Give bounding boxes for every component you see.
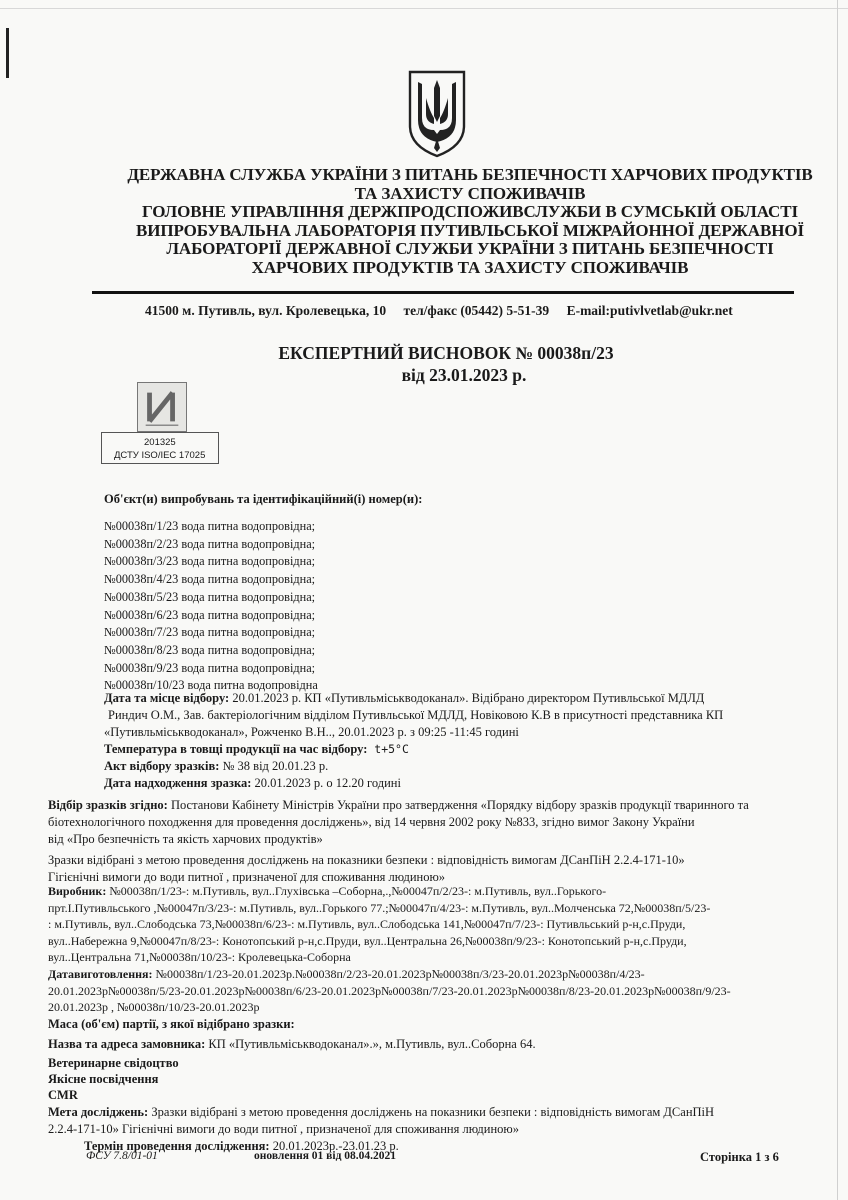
sampled-purpose bbox=[48, 852, 808, 886]
research-goal bbox=[48, 1104, 808, 1138]
basis-text: Постанови Кабінету Міністрів України про затвердження «Порядку відбору зразків продукції тваринного та bbox=[167, 798, 749, 812]
title-number: ЕКСПЕРТНИЙ ВИСНОВОК № 00038п/23 bbox=[278, 343, 614, 363]
scan-margin-mark bbox=[6, 28, 9, 78]
manufacturer-section bbox=[48, 883, 804, 966]
list-item: №00038п/8/23 вода питна водопровідна; bbox=[104, 642, 316, 657]
sampling-basis bbox=[48, 797, 808, 848]
vet-cert-label: Ветеринарне свідоцтво bbox=[48, 1056, 179, 1070]
manufacturer-text-2: прт.І.Путивльського ,№00047п/3/23-: м.Путивль, вул..Горького 77.;№00047п/4/23-: м.Путивль, вул..Молченська 72,№00038п/5/23- bbox=[48, 900, 711, 915]
manufacturer-text-5: вул..Центральна 71,№00038п/10/23-: Кролевецька-Соборна bbox=[48, 950, 351, 964]
organization-header bbox=[70, 166, 848, 277]
list-item: №00038п/6/23 вода питна водопровідна; bbox=[104, 607, 316, 622]
list-item: №00038п/1/23 вода питна водопровідна; bbox=[104, 519, 316, 533]
org-line: ГОЛОВНЕ УПРАВЛІННЯ ДЕРЖПРОДСПОЖИВСЛУЖБИ В СУМСЬКІЙ ОБЛАСТІ bbox=[141, 202, 798, 221]
customer-value: КП «Путивльміськводоканал».», м.Путивль, вул..Соборна 64. bbox=[205, 1037, 536, 1051]
sampling-date-text-2: Риндич О.М., Зав. бактеріологічним відділом Путивльської МДЛД, Новіковою К.В в присутності представника КП bbox=[108, 708, 724, 722]
org-line: ЛАБОРАТОРІЇ ДЕРЖАВНОЇ СЛУЖБИ УКРАЇНИ З ПИТАНЬ БЕЗПЕЧНОСТІ bbox=[166, 239, 774, 258]
research-goal-text: Зразки відібрані з метою проведення досліджень на показники безпеки : відповідність вимогам ДСанПіН bbox=[148, 1105, 715, 1119]
research-goal-text-2: 2.2.4-171-10» Гігієнічні вимоги до води питної , призначеної для споживання людиною» bbox=[48, 1122, 519, 1136]
org-line: ДЕРЖАВНА СЛУЖБА УКРАЇНИ З ПИТАНЬ БЕЗПЕЧНОСТІ ХАРЧОВИХ ПРОДУКТІВ bbox=[127, 165, 813, 184]
accreditation-standard: ДСТУ ISO/IEC 17025 bbox=[114, 450, 206, 461]
objects-label: Об'єкт(и) випробувань та ідентифікаційний(і) номер(и): bbox=[104, 492, 423, 506]
sampling-date-label: Дата та місце відбору: bbox=[104, 691, 230, 705]
phone-fax: тел/факс (05442) 5-51-39 bbox=[403, 303, 550, 318]
term-label: Термін проведення дослідження: bbox=[84, 1139, 270, 1153]
document-title bbox=[0, 342, 848, 386]
title-date: від 23.01.2023 р. bbox=[401, 365, 527, 385]
org-line: ХАРЧОВИХ ПРОДУКТІВ ТА ЗАХИСТУ СПОЖИВАЧІВ bbox=[251, 257, 689, 277]
postal-address: 41500 м. Путивль, вул. Кролевецька, 10 bbox=[145, 303, 387, 318]
cmr bbox=[48, 1087, 78, 1104]
manufacturer-text-4: вул..Набережна 9,№00047п/8/23-: Конотопський р-н,с.Пруди, вул..Центральна 26,№00038п/9/23-: Конотопський р-н,с.Пруди, bbox=[48, 933, 687, 948]
manufacturer-label: Виробник: bbox=[48, 884, 107, 898]
org-line: ВИПРОБУВАЛЬНА ЛАБОРАТОРІЯ ПУТИВЛЬСЬКОЇ МІЖРАЙОННОЇ ДЕРЖАВНОЇ bbox=[136, 220, 804, 240]
basis-text-2: біотехнологічного походження для проведення досліджень», від 14 червня 2002 року №833, згідно вимог Закону України bbox=[48, 815, 695, 829]
production-date-label: Датавиготовлення: bbox=[48, 967, 153, 981]
arrival-label: Дата надходження зразка: bbox=[104, 776, 252, 790]
production-date-section bbox=[48, 966, 804, 1016]
list-item: №00038п/10/23 вода питна водопровідна bbox=[104, 678, 318, 693]
objects-list bbox=[104, 518, 318, 695]
production-date-text-3: 20.01.2023р , №00038п/10/23-20.01.2023р bbox=[48, 1000, 260, 1014]
list-item: №00038п/2/23 вода питна водопровідна; bbox=[104, 536, 316, 551]
act-label: Акт відбору зразків: bbox=[104, 759, 220, 773]
term-value: 20.01.2023р.-23.01.23 р. bbox=[269, 1139, 399, 1153]
accreditation-box bbox=[101, 432, 219, 464]
customer-line bbox=[48, 1036, 536, 1053]
manufacturer-text: №00038п/1/23-: м.Путивль, вул..Глухівська –Соборна,.,№00047п/2/23-: м.Путивль, вул..Горького- bbox=[109, 884, 607, 898]
act-value: № 38 від 20.01.23 р. bbox=[219, 759, 329, 773]
sampling-date-text: 20.01.2023 р. КП «Путивльміськводоканал». Відібрано директором Путивльської МДЛД bbox=[229, 691, 705, 705]
scan-edge-top bbox=[0, 8, 848, 9]
mass-label-text: Маса (об'єм) партії, з якої відібрано зразки: bbox=[48, 1017, 295, 1031]
temperature-value: t+5°С bbox=[367, 742, 409, 756]
temperature-label: Температура в товщі продукції на час відбору: bbox=[104, 742, 368, 756]
sampled-purpose-text-2: Гігієнічні вимоги до води питної , призначеної для споживання людиною» bbox=[48, 870, 446, 884]
customer-label: Назва та адреса замовника: bbox=[48, 1037, 206, 1051]
quality-cert bbox=[48, 1071, 158, 1088]
accreditation-logo-icon bbox=[137, 382, 187, 432]
accreditation-number: 201325 bbox=[144, 437, 176, 448]
mass-label bbox=[48, 1016, 295, 1033]
sampled-purpose-text: Зразки відібрані з метою проведення досліджень на показники безпеки : відповідність вимогам ДСанПіН 2.2.4-171-10» bbox=[48, 853, 685, 867]
basis-label: Відбір зразків згідно: bbox=[48, 798, 168, 812]
header-divider bbox=[92, 291, 794, 294]
footer-revision: оновлення 01 від 08.04.2021 bbox=[254, 1150, 397, 1162]
basis-text-3: від «Про безпечність та якість харчових продуктів» bbox=[48, 832, 323, 846]
sampling-date-text-3: «Путивльміськводоканал», Рожченко В.Н.., 20.01.2023 р. з 09:25 -11:45 годині bbox=[104, 725, 519, 739]
quality-cert-label: Якісне посвідчення bbox=[48, 1072, 159, 1086]
arrival-value: 20.01.2023 р. о 12.20 годині bbox=[251, 776, 401, 790]
list-item: №00038п/9/23 вода питна водопровідна; bbox=[104, 660, 316, 675]
coat-of-arms-icon bbox=[406, 68, 468, 158]
manufacturer-text-3: : м.Путивль, вул..Слободська 73,№00038п/6/23-: м.Путивль, вул..Слободська 141,№00047п/7/23-: Путивльський р-н,с.Пруди, bbox=[48, 917, 686, 931]
production-date-text: №00038п/1/23-20.01.2023р.№00038п/2/23-20.01.2023р№00038п/3/23-20.01.2023р№00038п/4/23- bbox=[152, 967, 645, 981]
vet-cert bbox=[48, 1055, 179, 1072]
contact-line bbox=[145, 303, 747, 319]
email-address: E-mail:putivlvetlab@ukr.net bbox=[566, 303, 733, 318]
research-goal-label: Мета досліджень: bbox=[48, 1105, 149, 1119]
sampling-section bbox=[104, 690, 784, 792]
list-item: №00038п/4/23 вода питна водопровідна; bbox=[104, 572, 316, 587]
org-line: ТА ЗАХИСТУ СПОЖИВАЧІВ bbox=[354, 183, 586, 203]
list-item: №00038п/3/23 вода питна водопровідна; bbox=[104, 554, 316, 569]
footer-page-number: Сторінка 1 з 6 bbox=[700, 1150, 779, 1164]
list-item: №00038п/7/23 вода питна водопровідна; bbox=[104, 625, 316, 640]
cmr-label: CMR bbox=[48, 1088, 78, 1102]
list-item: №00038п/5/23 вода питна водопровідна; bbox=[104, 589, 316, 604]
footer-form-code: ФСУ 7.8/01-01 bbox=[86, 1150, 158, 1162]
production-date-text-2: 20.01.2023р№00038п/5/23-20.01.2023р№00038п/6/23-20.01.2023р№00038п/7/23-20.01.2023р№00038п/8/23-20.01.2023р№00038п/9/23- bbox=[48, 983, 731, 998]
